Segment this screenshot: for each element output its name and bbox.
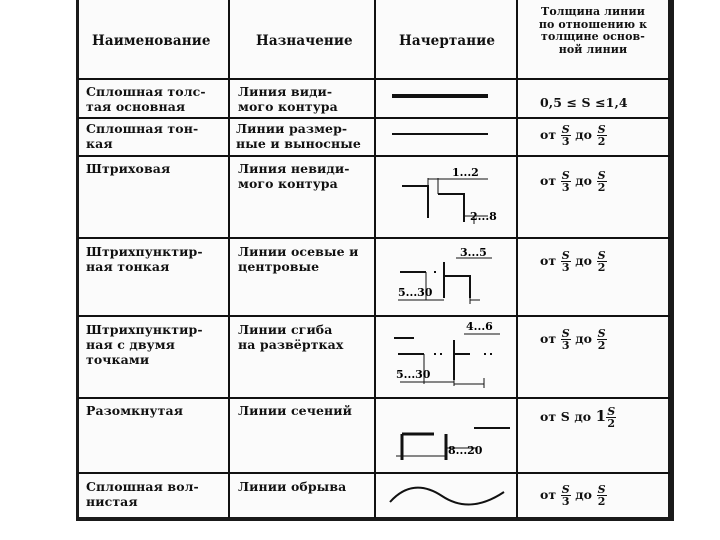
row-5-name (86, 322, 203, 367)
table-hline-5 (78, 397, 670, 399)
header-thickness-line: ной линии (558, 42, 628, 56)
from-label: от (540, 331, 557, 346)
table-hline-3 (78, 237, 670, 239)
from-label: от (540, 127, 557, 142)
name-line: Сплошная толс- (86, 84, 206, 99)
fraction-den: 3 (561, 261, 570, 274)
dash-gap-label: 2...8 (470, 210, 497, 223)
row-7-name (86, 479, 199, 509)
purpose-line: Линии размер- (236, 121, 348, 136)
purpose-line: Линии осевые и (238, 244, 359, 259)
fraction-num: S (597, 327, 606, 340)
purpose-line: Линии сгиба (238, 322, 333, 337)
fraction-den: 3 (561, 135, 570, 148)
row-1-purpose (238, 84, 338, 114)
row-7-thickness (540, 484, 607, 507)
fraction-num: S (561, 169, 570, 182)
header-thickness (520, 6, 666, 56)
to-label: до (575, 331, 593, 346)
header-thickness-line: Толщина линии (541, 5, 645, 18)
fraction-num: S (561, 327, 570, 340)
from-label: от S до (540, 409, 592, 424)
thin-solid-line-sample (392, 133, 488, 135)
name-line: тая основная (86, 99, 186, 114)
dash-length-label: 4...6 (466, 320, 493, 333)
fraction-s-2 (597, 484, 607, 507)
header-thickness-line: по отношению к (538, 17, 648, 31)
fraction-s-2 (597, 328, 607, 351)
dash-two-dot-line-sample (380, 318, 514, 396)
name-line: Сплошная вол- (86, 479, 199, 494)
fraction-den: 2 (597, 181, 606, 194)
row-5-thickness (540, 328, 607, 351)
dashed-line-sample (388, 160, 512, 236)
fraction-den: 2 (597, 261, 606, 274)
from-label: от (540, 173, 557, 188)
fraction-num: S (597, 483, 606, 496)
wavy-line-sample (384, 478, 512, 514)
row-1-name (86, 84, 206, 114)
purpose-line: Линии сечений (238, 403, 353, 418)
name-line: Разомкнутая (86, 403, 184, 418)
fraction-s-3 (561, 484, 571, 507)
row-7-purpose (238, 479, 346, 494)
name-line: Штрихпунктир- (86, 244, 203, 259)
fraction-den: 3 (561, 181, 570, 194)
purpose-line: мого контура (238, 176, 338, 191)
row-6-thickness (540, 406, 616, 429)
row-5-purpose (238, 322, 343, 352)
from-label: от (540, 487, 557, 502)
to-label: до (575, 253, 593, 268)
fraction-s-2 (606, 406, 616, 429)
fraction-den: 2 (597, 339, 606, 352)
row-3-purpose (238, 161, 349, 191)
fraction-s-2 (597, 250, 607, 273)
interval-label: 5...30 (398, 286, 433, 299)
fraction-s-2 (597, 124, 607, 147)
row-4-purpose (238, 244, 358, 274)
open-section-line-sample (382, 400, 514, 470)
name-line: кая (86, 136, 113, 151)
name-line: Штриховая (86, 161, 171, 176)
fraction-den: 2 (607, 417, 616, 430)
dash-length-label: 1...2 (452, 166, 479, 179)
row-6-name (86, 403, 183, 418)
table-hline-2 (78, 155, 670, 157)
to-label: до (575, 127, 593, 142)
row-3-name (86, 161, 170, 176)
row-2-name (86, 121, 198, 151)
table-hline-header (78, 78, 670, 80)
dash-dot-line-sample (380, 240, 514, 314)
row-1-thickness: 0,5 ≤ S ≤1,4 (540, 95, 628, 110)
fraction-den: 2 (597, 135, 606, 148)
row-3-thickness (540, 170, 607, 193)
table-hline-4 (78, 315, 670, 317)
fraction-s-3 (561, 328, 571, 351)
fraction-s-3 (561, 250, 571, 273)
from-label: от (540, 253, 557, 268)
header-thickness-line: толщине основ- (541, 30, 645, 43)
whole-part: 1 (595, 407, 607, 425)
row-2-thickness (540, 124, 607, 147)
header-purpose: Назначение (256, 33, 353, 49)
fraction-num: S (607, 405, 616, 418)
fraction-num: S (561, 483, 570, 496)
to-label: до (575, 487, 593, 502)
purpose-line: на развёртках (238, 337, 344, 352)
name-line: ная с двумя (86, 337, 176, 352)
fraction-num: S (561, 123, 570, 136)
fraction-num: S (561, 249, 570, 262)
row-4-thickness (540, 250, 607, 273)
fraction-den: 2 (597, 495, 606, 508)
header-drawing: Начертание (399, 33, 496, 49)
purpose-line: ные и выносные (236, 136, 361, 151)
purpose-line: Линия види- (238, 84, 333, 99)
fraction-s-3 (561, 170, 571, 193)
name-line: точками (86, 352, 150, 367)
to-label: до (575, 173, 593, 188)
fraction-s-2 (597, 170, 607, 193)
fraction-num: S (597, 249, 606, 262)
fraction-num: S (597, 123, 606, 136)
dash-length-label: 3...5 (460, 246, 487, 259)
row-4-name (86, 244, 203, 274)
name-line: Штрихпунктир- (86, 322, 203, 337)
purpose-line: Линия невиди- (238, 161, 350, 176)
name-line: нистая (86, 494, 138, 509)
table-hline-6 (78, 472, 670, 474)
fraction-den: 3 (561, 495, 570, 508)
fraction-den: 3 (561, 339, 570, 352)
purpose-line: Линии обрыва (238, 479, 347, 494)
purpose-line: мого контура (238, 99, 338, 114)
fraction-s-3 (561, 124, 571, 147)
table-hline-1 (78, 117, 670, 119)
purpose-line: центровые (238, 259, 320, 274)
name-line: ная тонкая (86, 259, 170, 274)
header-name: Наименование (92, 33, 211, 49)
thick-solid-line-sample (392, 94, 488, 98)
name-line: Сплошная тон- (86, 121, 199, 136)
row-6-purpose (238, 403, 352, 418)
interval-label: 5...30 (396, 368, 431, 381)
row-2-purpose (236, 121, 361, 151)
fraction-num: S (597, 169, 606, 182)
stroke-length-label: 8...20 (448, 444, 483, 457)
